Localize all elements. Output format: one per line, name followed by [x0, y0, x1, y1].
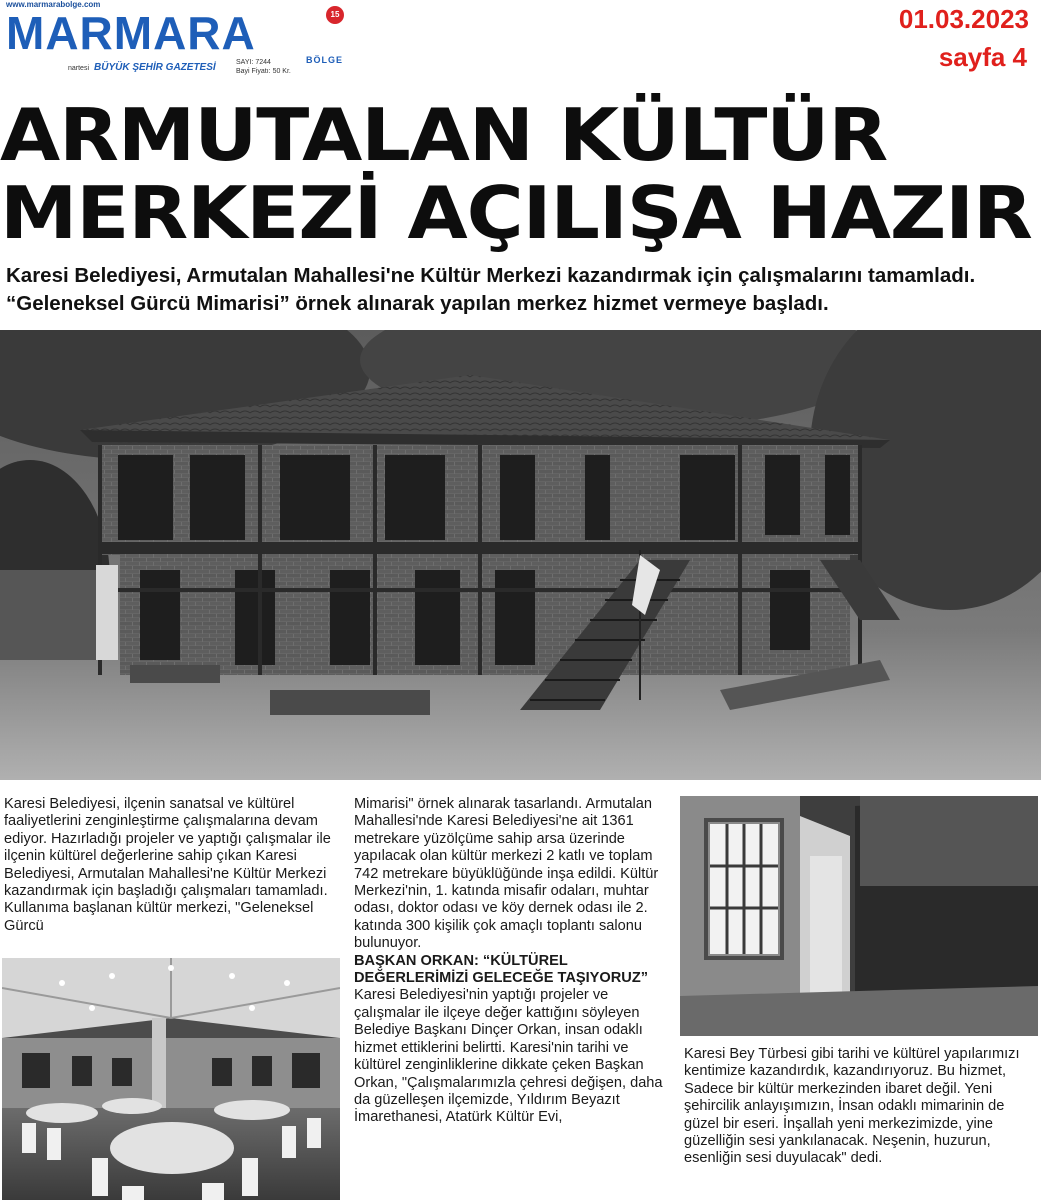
anniversary-badge: 15 [326, 6, 344, 24]
page-number: sayfa 4 [938, 42, 1027, 72]
cultural-center-photo [0, 330, 1041, 780]
publication-date: 01.03.2023 [898, 4, 1029, 34]
lead-paragraph: Karesi Belediyesi, Armutalan Mahallesi'ne Kültür Merkezi kazandırmak için çalışmalarını tamamladı. “Geleneksel Gürcü Mimarisi” örnek alınarak yapılan merkez hizmet vermeye başladı. [6, 264, 976, 315]
site-url: www.marmarabolge.com [6, 0, 101, 9]
issue-price: Bayi Fiyatı: 50 Kr. [236, 68, 291, 75]
issue-number: SAYI: 7244 [236, 59, 271, 66]
issue-info [236, 58, 291, 76]
masthead [6, 0, 351, 82]
body-column-1: Karesi Belediyesi, ilçenin sanatsal ve kültürel faaliyetlerini zenginleştirme çalışmalarına devam ediyor. Hazırladığı projeler ve yaptığı çalışmalar ile ilçenin kültürel değerlerine sahip çıkan Karesi Belediyesi, Armutalan Mahallesi'ne Kültür Merkezi kazandırmak için başladığı çalışmaları tamamladı. Kullanıma başlanan kültür merkezi, "Geleneksel Gürcü [4, 796, 331, 934]
body-column-3: Karesi Bey Türbesi gibi tarihi ve kültürel yapılarımızı kentimize kazandırdık, kazandırıyoruz. Bu hizmet, Sadece bir kültür merkezinden ibaret değil. Yeni şehircilik anlayışımızın, İnsan odaklı mimarinin de güzel bir eseri. İnşallah yeni merkezimizde, yine güzelliğin sesi yankılanacak. Neşenin, huzurun, esenliğin sesi duyulacak" dedi. [684, 1046, 1020, 1167]
meeting-hall-photo [2, 958, 340, 1200]
interior-corridor-photo [680, 796, 1038, 1036]
logo-subtitle: BÖLGE [306, 55, 344, 65]
paragraph: Karesi Belediyesi'nin yaptığı projeler ve çalışmalar ile ilçeye değer kattığını söyleyen Belediye Başkanı Dinçer Orkan, insan odaklı hizmet ettiklerini belirtti. Karesi'nin tarihi ve kültürel zenginliklerine dikkate çeken Başkan Orkan, "Çalışmalarımızla çehresi değişen, daha da güzelleşen ilçemizde, Yıldırım Beyazıt İmarethanesi, Atatürk Kültür Evi, [354, 987, 663, 1126]
day-label: nartesi [68, 65, 90, 72]
headline-line-1: ARMUTALAN KÜLTÜR [0, 93, 888, 177]
headline [0, 93, 1041, 255]
newspaper-logo: MARMARA [6, 7, 256, 59]
subheading: BAŞKAN ORKAN: “KÜLTÜREL DEĞERLERİMİZİ GELECEĞE TAŞIYORUZ” [354, 952, 649, 987]
body-column-2 [354, 796, 670, 1127]
slogan: BÜYÜK ŞEHİR GAZETESİ [94, 62, 216, 73]
headline-line-2: MERKEZİ AÇILIŞA HAZIR [0, 171, 1032, 255]
paragraph: Mimarisi" örnek alınarak tasarlandı. Armutalan Mahallesi'nde Karesi Belediyesi'ne ait 1361 metrekare yüzölçüme sahip arsa üzerinde yapılacak olan kültür merkezi 2 katlı ve toplam 742 metrekare büyüklüğünde inşa edildi. Kültür Merkezi'nin, 1. katında misafir odaları, muhtar odası, doktor odası ve köy dernek odası ile 2. katında 300 kişilik çok amaçlı toplantı salonu bulunuyor. [354, 796, 659, 952]
